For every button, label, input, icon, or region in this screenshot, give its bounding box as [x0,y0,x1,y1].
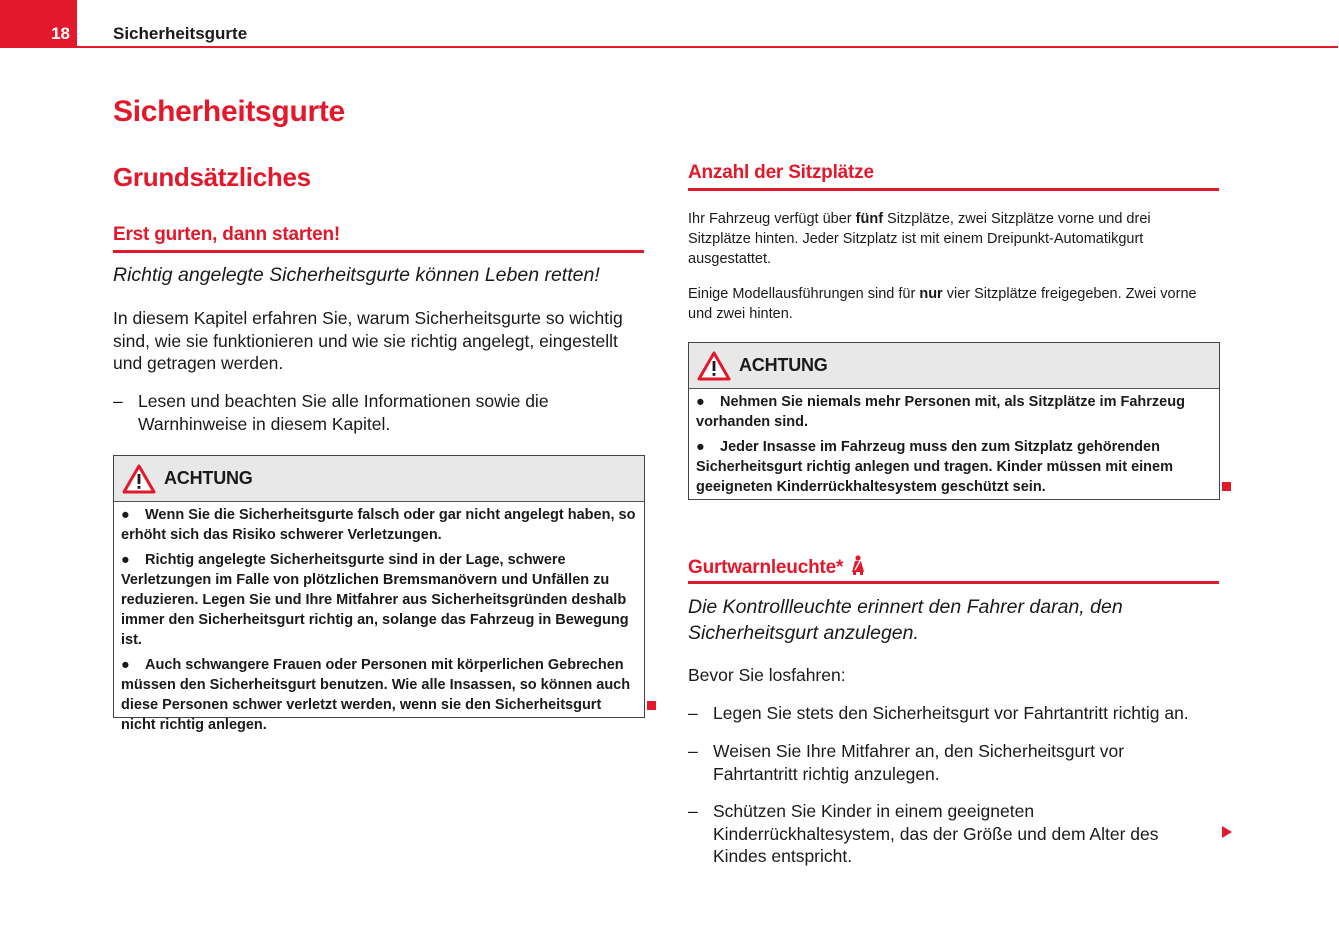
instruction-item [688,740,1218,788]
warning-item [696,392,1213,432]
seats-paragraph-2 [688,284,1208,324]
text-segment: Einige Modellausführungen sind für [688,286,920,302]
warning-item [121,550,638,650]
subsection-title-text: Gurtwarnleuchte* [688,557,844,578]
running-title: Sicherheitsgurte [113,24,248,43]
instruction-item [688,800,1218,866]
emphasis-only: nur [919,286,943,302]
bullet-icon: ● [121,507,130,523]
seatbelt-warning-icon [850,555,866,575]
page-number: 18 [51,24,70,43]
warning-header [114,456,644,502]
warning-box-general [113,455,645,733]
warning-title: ACHTUNG [164,468,253,488]
warning-item-text: Richtig angelegte Sicherheitsgurte sind in der Lage, schwere Verletzungen im Falle von plötzlichen Bremsmanövern und Unfällen zu reduzieren. Legen Sie und Ihre Mitfahrer aus Sicherheitsgründen deshalb immer den Sicherheitsgurt richtig an, solange das Fahrzeug in Bewegung ist. [121,552,629,648]
instruction-text: Schützen Sie Kinder in einem geeigneten Kinderrückhaltesystem, das der Größe und dem Alter des Kindes entspricht. [713,801,1159,866]
warning-item-text: Jeder Insasse im Fahrzeug muss den zum Sitzplatz gehörenden Sicherheitsgurt richtig anlegen und tragen. Kinder müssen mit einem geeigneten Kinderrückhaltesystem geschützt sein. [696,439,1173,495]
warning-item-text: Wenn Sie die Sicherheitsgurte falsch oder gar nicht angelegt haben, so erhöht sich das Risiko schwerer Verletzungen. [121,507,636,543]
instruction-text: Legen Sie stets den Sicherheitsgurt vor Fahrtantritt richtig an. [713,703,1189,723]
bullet-icon: ● [121,552,130,568]
seats-paragraph-1 [688,209,1208,269]
text-segment: Sitzplätze, zwei Sitzplätze vorne und drei Sitzplätze hinten. Jeder Sitzplatz ist mit einem Dreipunkt-Automatikgurt ausgestattet. [688,211,1151,267]
chapter-title: Sicherheitsgurte [113,95,345,128]
bullet-icon: ● [696,439,705,455]
header-divider [77,46,1338,48]
dash-marker: – [688,703,698,723]
intro-paragraph: In diesem Kapitel erfahren Sie, warum Sicherheitsgurte so wichtig sind, wie sie funktionieren und wie sie richtig angelegt, eingestellt und getragen werden. [113,308,623,373]
dash-marker: – [688,741,698,761]
bullet-icon: ● [696,394,705,410]
emphasis-five: fünf [855,211,884,227]
instruction-item [688,702,1218,726]
instruction-text: Lesen und beachten Sie alle Informationen sowie die Warnhinweise in diesem Kapitel. [138,391,549,434]
warning-item [121,655,638,735]
belt-warning-lead: Die Kontrollleuchte erinnert den Fahrer daran, den Sicherheitsgurt anzulegen. [688,596,1123,644]
instruction-text: Weisen Sie Ihre Mitfahrer an, den Sicherheitsgurt vor Fahrtantritt richtig anzulegen. [713,741,1125,784]
continue-arrow-icon [1222,826,1232,838]
bullet-icon: ● [121,657,130,673]
warning-body [689,389,1219,504]
belt-warning-intro: Bevor Sie losfahren: [688,665,846,685]
section-end-marker [647,701,656,710]
section-title: Grundsätzliches [113,162,311,192]
subsection-title-erst-gurten: Erst gurten, dann starten! [113,224,644,253]
subsection-title-sitzplaetze: Anzahl der Sitzplätze [688,162,1219,191]
warning-item [121,505,638,545]
warning-triangle-icon [697,351,731,381]
warning-item-text: Nehmen Sie niemals mehr Personen mit, als Sitzplätze im Fahrzeug vorhanden sind. [696,394,1185,430]
warning-box-seats [688,342,1220,500]
instruction-item [113,390,648,438]
subsection-title-gurtwarnleuchte [688,555,1219,584]
text-segment: Ihr Fahrzeug verfügt über [688,211,856,227]
dash-marker: – [113,391,123,411]
section-end-marker [1222,482,1231,491]
warning-triangle-icon [122,464,156,494]
warning-body [114,502,644,742]
dash-marker: – [688,801,698,821]
warning-header [689,343,1219,389]
warning-item [696,437,1213,497]
text-segment: vier Sitzplätze freigegeben. Zwei vorne und zwei hinten. [688,286,1197,322]
warning-item-text: Auch schwangere Frauen oder Personen mit körperlichen Gebrechen müssen den Sicherheitsgurt benutzen. Wie alle Insassen, so können auch diese Personen schwer verletzt werden, wenn sie den Sicherheitsgurt nicht richtig anlegen. [121,657,631,733]
warning-title: ACHTUNG [739,355,828,375]
lead-text: Richtig angelegte Sicherheitsgurte können Leben retten! [113,264,600,286]
